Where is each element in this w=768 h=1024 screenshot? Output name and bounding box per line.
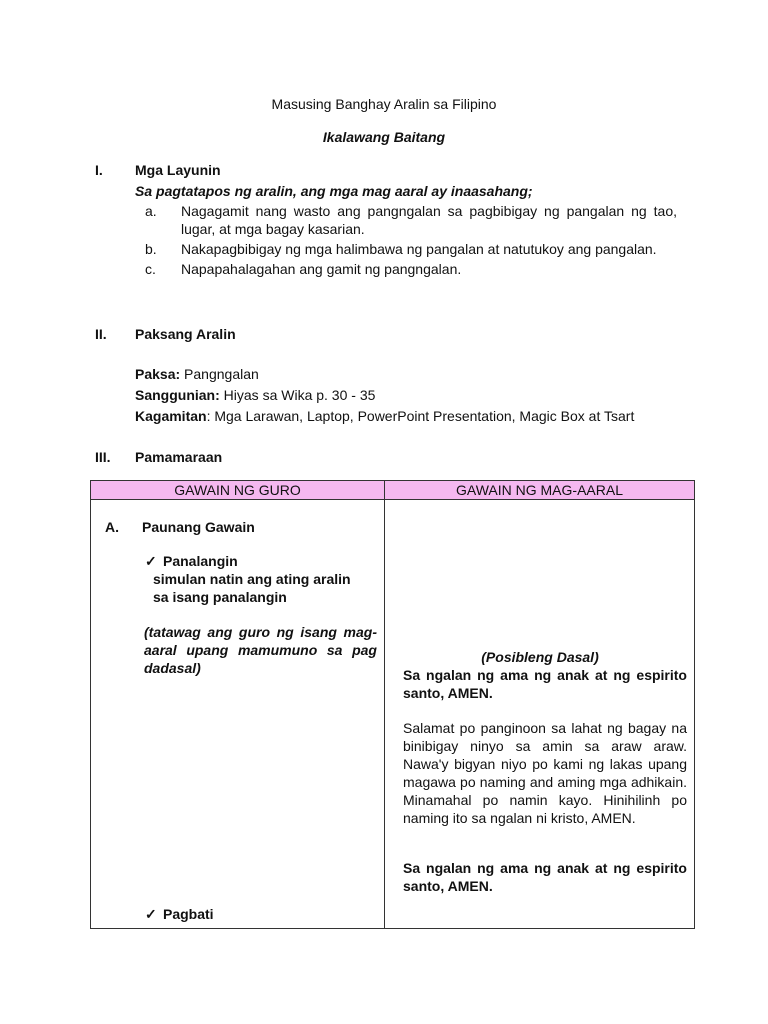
greeting-title: Pagbati: [163, 906, 214, 922]
section-title: Paunang Gawain: [142, 519, 255, 535]
lesson-plan-table: [90, 480, 695, 929]
section-heading: Paksang Aralin: [135, 326, 236, 342]
greeting-item: [145, 905, 214, 923]
student-paragraph-3: Sa ngalan ng ama ng anak at ng espirito santo, AMEN.: [403, 860, 687, 894]
prayer-title: Panalangin: [163, 553, 238, 569]
section-letter: A.: [105, 519, 119, 535]
list-marker: a.: [145, 203, 157, 219]
list-item: [135, 202, 677, 238]
section-heading: Mga Layunin: [135, 162, 221, 178]
student-paragraph-2: Salamat po panginoon sa lahat ng bagay na binibigay ninyo sa amin sa araw araw. Nawa'y bigyan niyo po kami ng lakas upang magawa po naming and aming mga adhikain. Minamahal po namin kayo. Hinihilinh po naming ito sa ngalan ni kristo, AMEN.: [403, 720, 687, 826]
section-number: III.: [95, 449, 111, 465]
reference-label: Sanggunian:: [135, 387, 220, 403]
list-marker: c.: [145, 261, 156, 277]
list-marker: b.: [145, 241, 157, 257]
document-title: Masusing Banghay Aralin sa Filipino: [271, 96, 497, 112]
teacher-note: (tatawag ang guro ng isang mag-aaral upang mamumuno sa pag dadasal): [144, 624, 377, 676]
document-subtitle: Ikalawang Baitang: [322, 129, 446, 145]
reference-row: [135, 386, 695, 404]
prayer-item: [145, 552, 238, 570]
possible-prayer-heading: (Posibleng Dasal): [481, 649, 599, 665]
objectives-list: [135, 202, 677, 280]
column-header-teacher: GAWAIN NG GURO: [91, 481, 385, 500]
materials-value: : Mga Larawan, Laptop, PowerPoint Presentation, Magic Box at Tsart: [206, 408, 635, 424]
column-header-student: GAWAIN NG MAG-AARAL: [385, 481, 695, 500]
list-item: [135, 260, 677, 278]
list-item-text: Napapahalagahan ang gamit ng pangngalan.: [181, 261, 462, 277]
checkmark-icon: ✓: [145, 906, 157, 922]
section-heading: Pamamaraan: [135, 449, 223, 465]
list-item: [135, 240, 677, 258]
objectives-lead: Sa pagtatapos ng aralin, ang mga mag aaral ay inaasahang;: [135, 183, 533, 199]
teacher-cell: [91, 500, 385, 929]
student-paragraph-1: Sa ngalan ng ama ng anak at ng espirito santo, AMEN.: [403, 667, 687, 701]
student-cell: [385, 500, 695, 929]
materials-row: [135, 407, 695, 425]
topic-row: [135, 365, 695, 383]
checkmark-icon: ✓: [145, 553, 157, 569]
topic-value: Pangngalan: [180, 366, 259, 382]
topic-label: Paksa:: [135, 366, 181, 382]
section-number: I.: [95, 162, 103, 178]
reference-value: Hiyas sa Wika p. 30 - 35: [219, 387, 376, 403]
section-number: II.: [95, 326, 107, 342]
list-item-text: Nagagamit nang wasto ang pangngalan sa pagbibigay ng pangalan ng tao, lugar, at mga bagay kasarian.: [181, 203, 677, 237]
materials-label: Kagamitan: [135, 408, 207, 424]
prayer-line-1: simulan natin ang ating aralin: [153, 571, 351, 587]
table-row: [91, 500, 695, 929]
table-header-row: [91, 481, 695, 500]
prayer-line-2: sa isang panalangin: [153, 589, 287, 605]
list-item-text: Nakapagbibigay ng mga halimbawa ng pangalan at natutukoy ang pangalan.: [181, 241, 657, 257]
